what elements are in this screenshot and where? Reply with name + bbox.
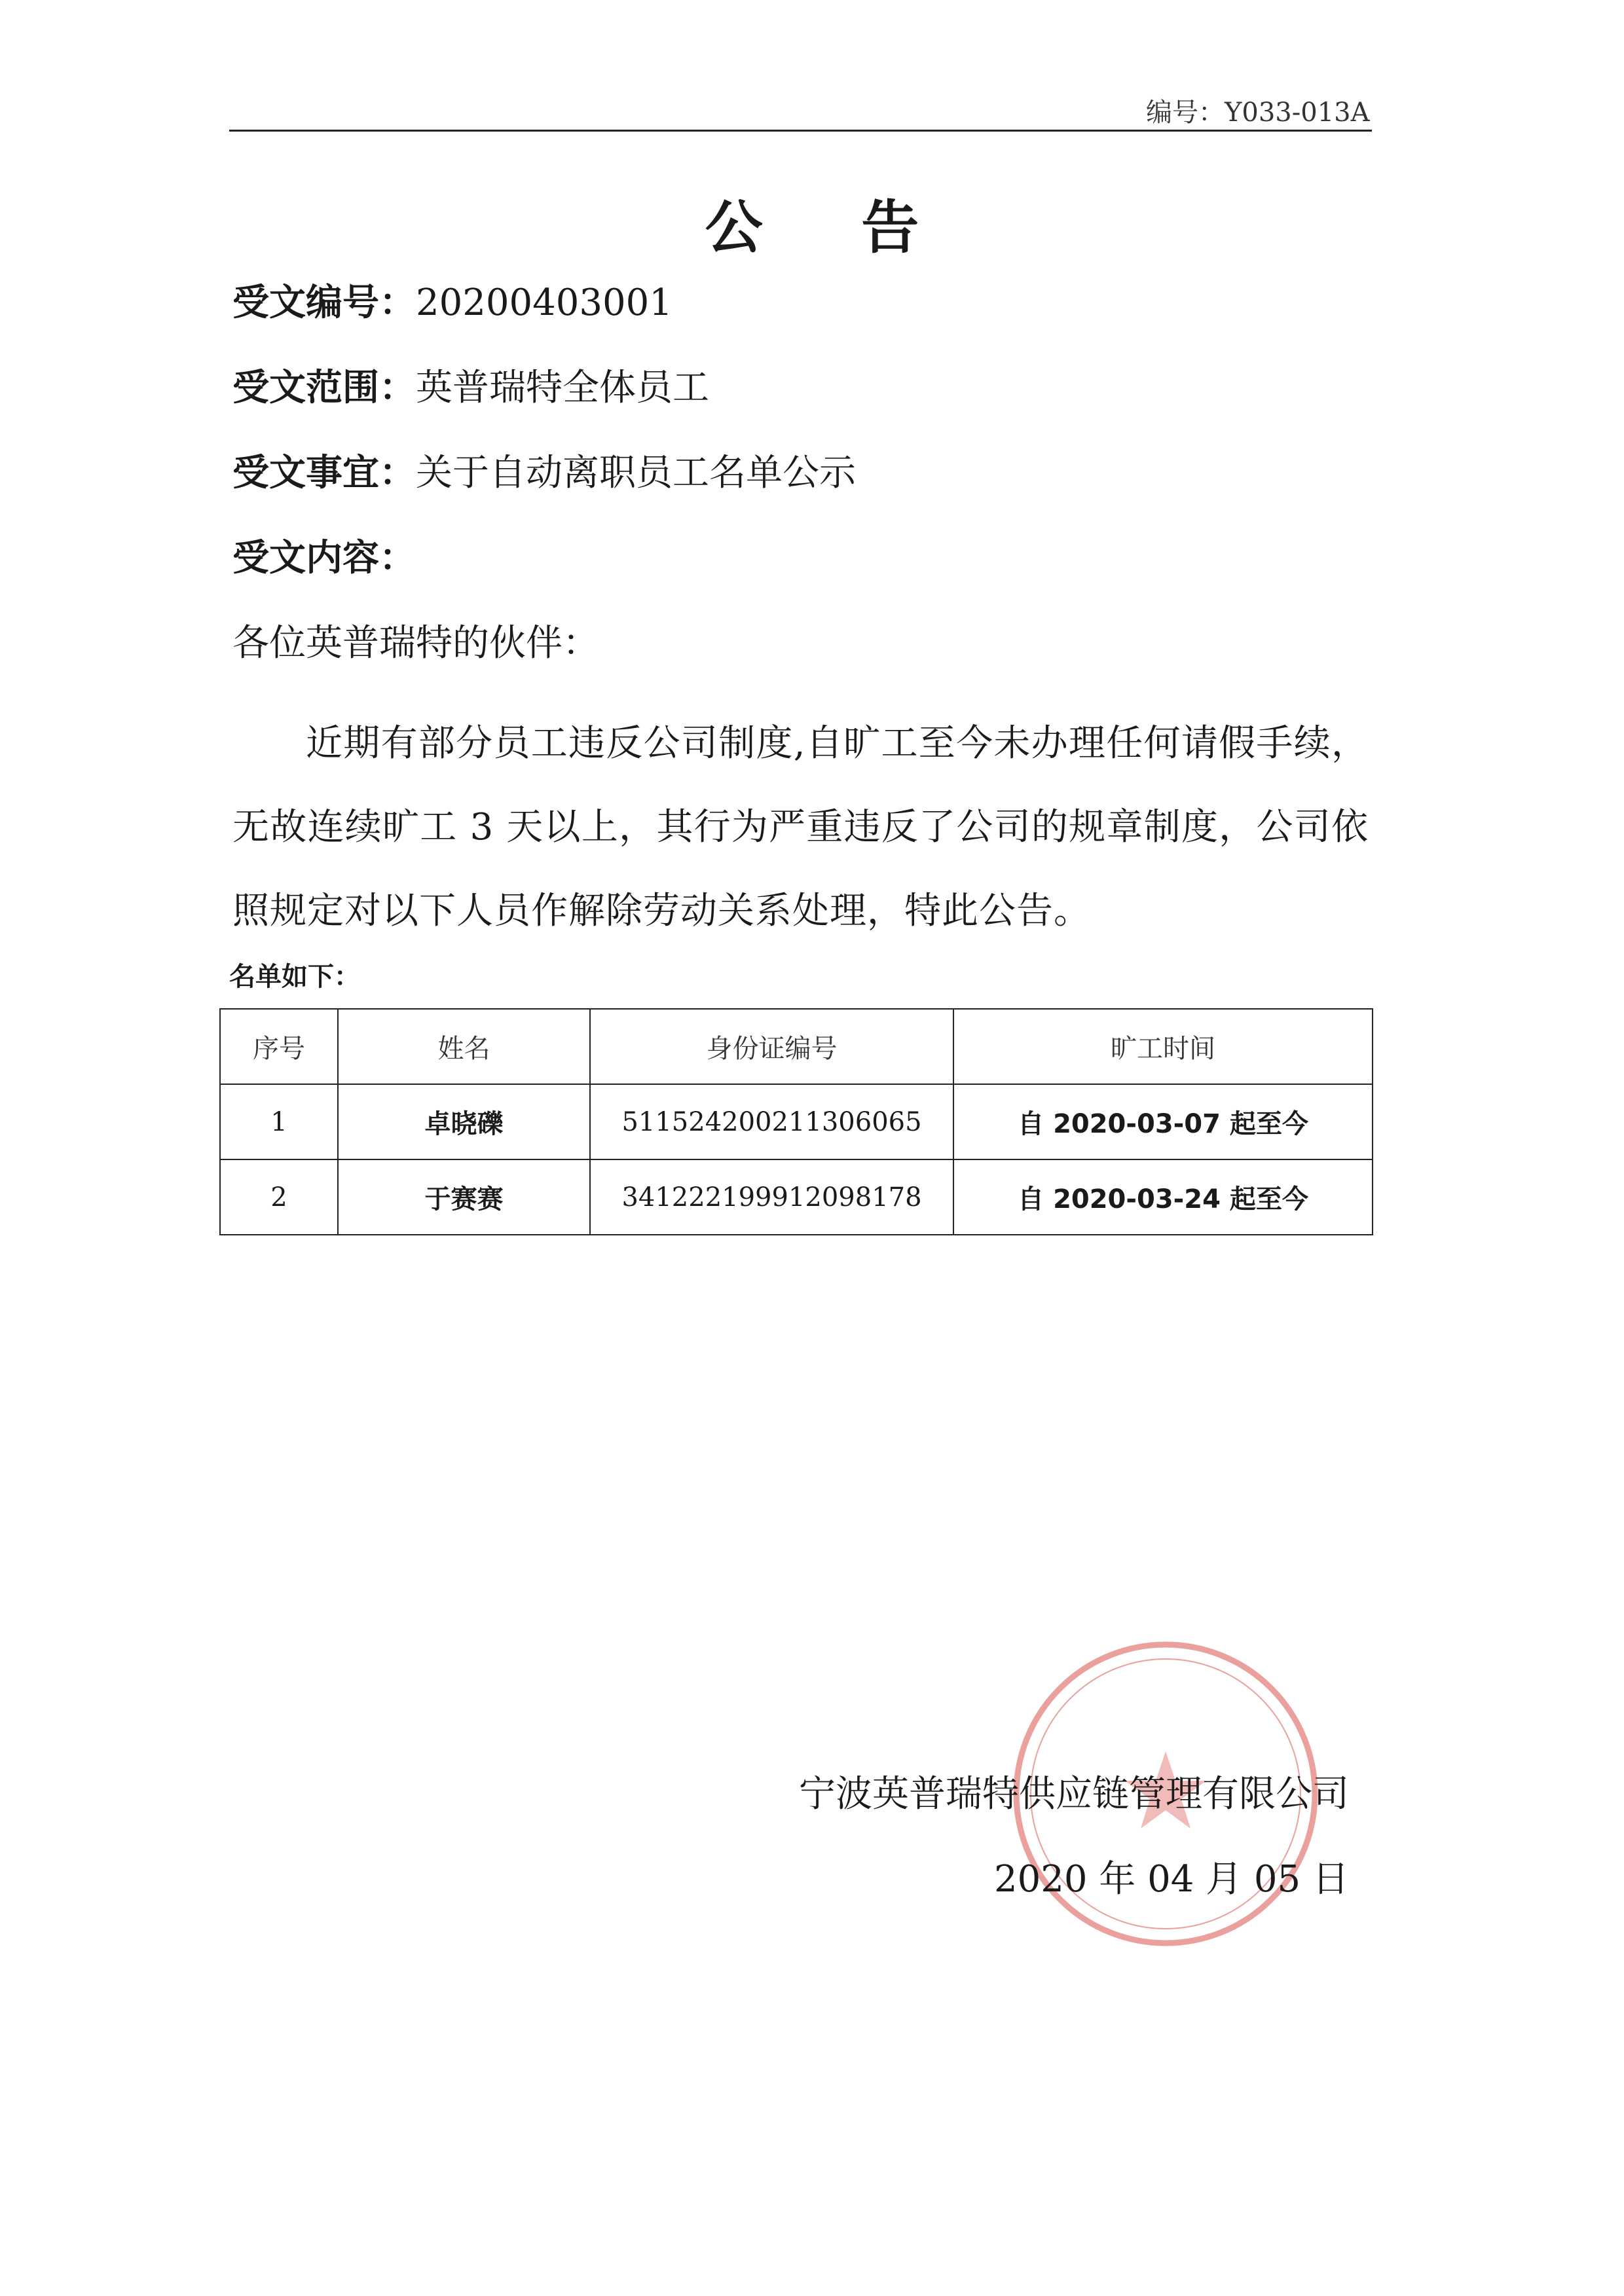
- cell-name: 于赛赛: [338, 1159, 590, 1235]
- cell-no: 2: [220, 1159, 338, 1235]
- column-header-id: 身份证编号: [590, 1009, 953, 1084]
- cell-period: 自 2020-03-07 起至今: [953, 1084, 1373, 1159]
- greeting: 各位英普瑞特的伙伴：: [232, 622, 599, 665]
- field-matter-value: 关于自动离职员工名单公示: [416, 452, 856, 494]
- field-content-label: 受文内容：: [232, 537, 416, 579]
- header-rule: [229, 130, 1372, 132]
- cell-id: 511524200211306065: [590, 1084, 953, 1159]
- field-scope-value: 英普瑞特全体员工: [416, 367, 709, 409]
- column-header-period: 旷工时间: [953, 1009, 1373, 1084]
- field-doc-no: [232, 274, 673, 326]
- employee-table: [219, 1008, 1373, 1235]
- document-number: 编号：Y033-013A: [1146, 98, 1370, 128]
- signature-company: 宁波英普瑞特供应链管理有限公司: [799, 1773, 1349, 1815]
- table-row: [220, 1084, 1373, 1159]
- table-row: [220, 1159, 1373, 1235]
- body-paragraph: 近期有部分员工违反公司制度,自旷工至今未办理任何请假手续，无故连续旷工 3 天以上，其行为严重违反了公司的规章制度，公司依照规定对以下人员作解除劳动关系处理，特此公告。: [232, 722, 1369, 932]
- field-matter: [232, 444, 856, 496]
- table-header-row: [220, 1009, 1373, 1084]
- list-header: 名单如下：: [229, 962, 360, 992]
- signature-date: 2020 年 04 月 05 日: [993, 1858, 1349, 1901]
- cell-no: 1: [220, 1084, 338, 1159]
- column-header-name: 姓名: [338, 1009, 590, 1084]
- cell-name: 卓晓礫: [338, 1084, 590, 1159]
- field-scope-label: 受文范围：: [232, 367, 416, 409]
- field-doc-no-label: 受文编号：: [232, 282, 416, 324]
- field-content: [232, 529, 416, 581]
- page-title: 公 告: [705, 194, 959, 261]
- field-matter-label: 受文事宜：: [232, 452, 416, 494]
- cell-id: 341222199912098178: [590, 1159, 953, 1235]
- cell-period: 自 2020-03-24 起至今: [953, 1159, 1373, 1235]
- column-header-no: 序号: [220, 1009, 338, 1084]
- field-doc-no-value: 20200403001: [416, 282, 673, 324]
- field-scope: [232, 359, 709, 411]
